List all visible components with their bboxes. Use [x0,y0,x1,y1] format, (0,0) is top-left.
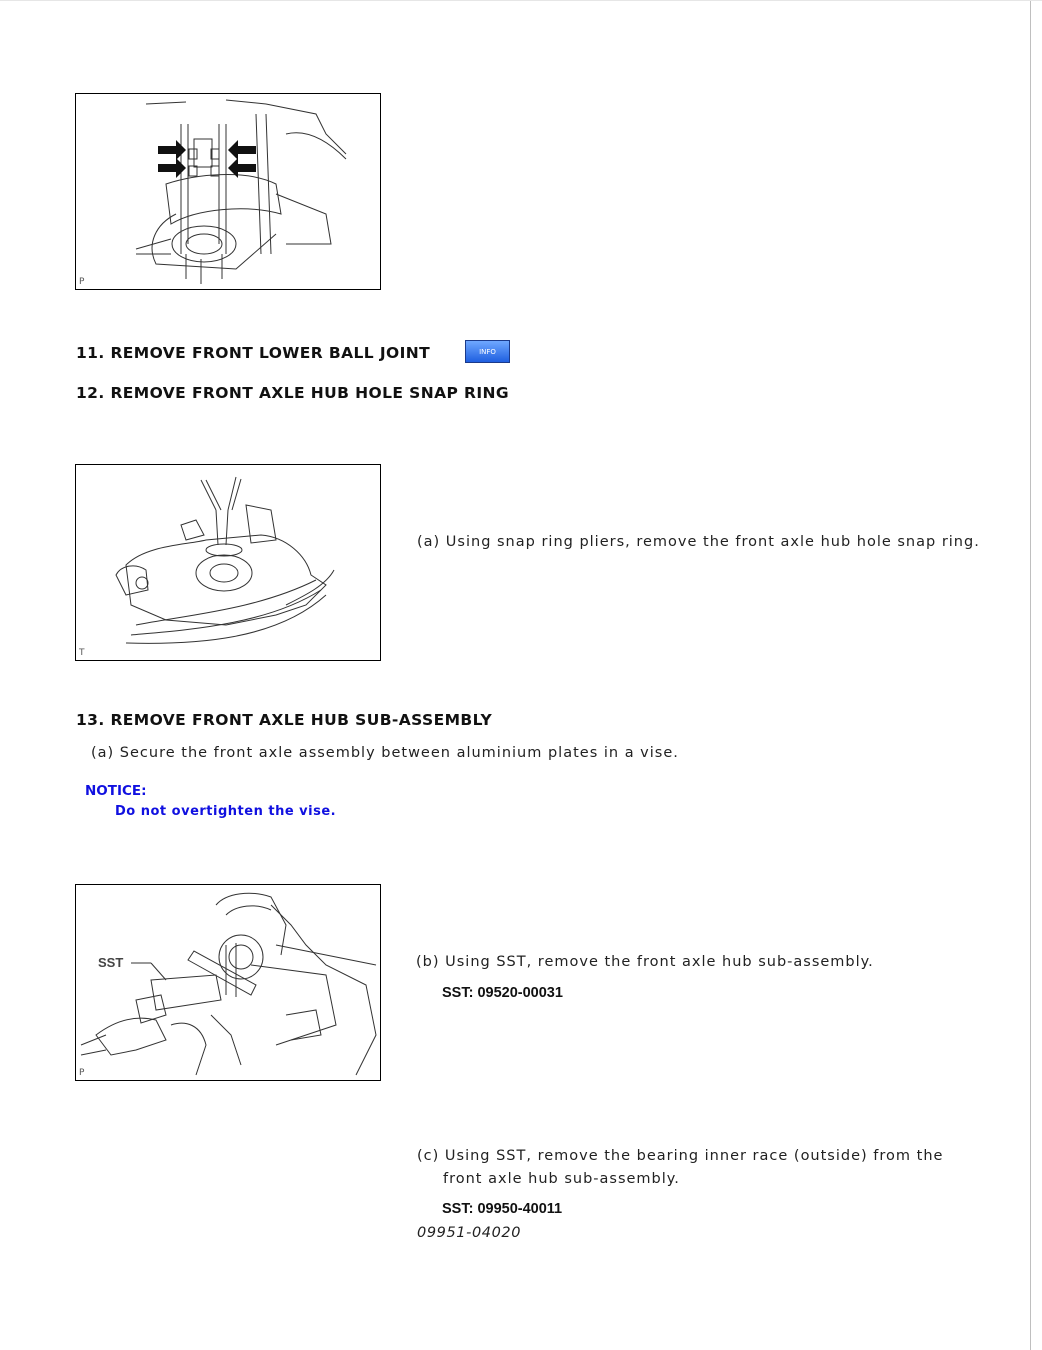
ball-joint-nuts-illustration [76,94,381,290]
step-13-heading: 13. REMOVE FRONT AXLE HUB SUB-ASSEMBLY [76,711,493,729]
figure-ball-joint [75,93,381,290]
sst-callout-label: SST [98,955,124,970]
figure-letter: T [79,648,85,658]
step-12-heading: 12. REMOVE FRONT AXLE HUB HOLE SNAP RING [76,384,510,402]
step-13-c-sst: SST: 09950-40011 [442,1201,563,1217]
step-13-b-sst: SST: 09520-00031 [442,985,563,1001]
snap-ring-pliers-illustration [76,465,381,661]
figure-letter: P [79,1068,85,1078]
sst-hub-puller-illustration [76,885,381,1081]
step-11-heading: 11. REMOVE FRONT LOWER BALL JOINT [76,344,431,362]
step-12-a-text: (a) Using snap ring pliers, remove the front axle hub hole snap ring. [417,534,980,550]
figure-letter: P [79,277,85,287]
page-border [1030,0,1031,1350]
figure-sst-puller [75,884,381,1081]
figure-snap-ring [75,464,381,661]
step-13-c-text: (c) Using SST, remove the bearing inner race (outside) from the front axle hub sub-assembly. [417,1148,944,1187]
step-13-a-text: (a) Secure the front axle assembly between aluminium plates in a vise. [91,745,679,761]
info-button[interactable] [465,340,510,363]
notice-title: NOTICE: [85,783,147,799]
page-top-border [0,0,1042,1]
info-label: INFO [479,347,496,356]
step-13-b-text: (b) Using SST, remove the front axle hub sub-assembly. [416,954,874,970]
step-13-c-sst-alt: 09951-04020 [417,1225,522,1241]
notice-text: Do not overtighten the vise. [115,804,337,819]
